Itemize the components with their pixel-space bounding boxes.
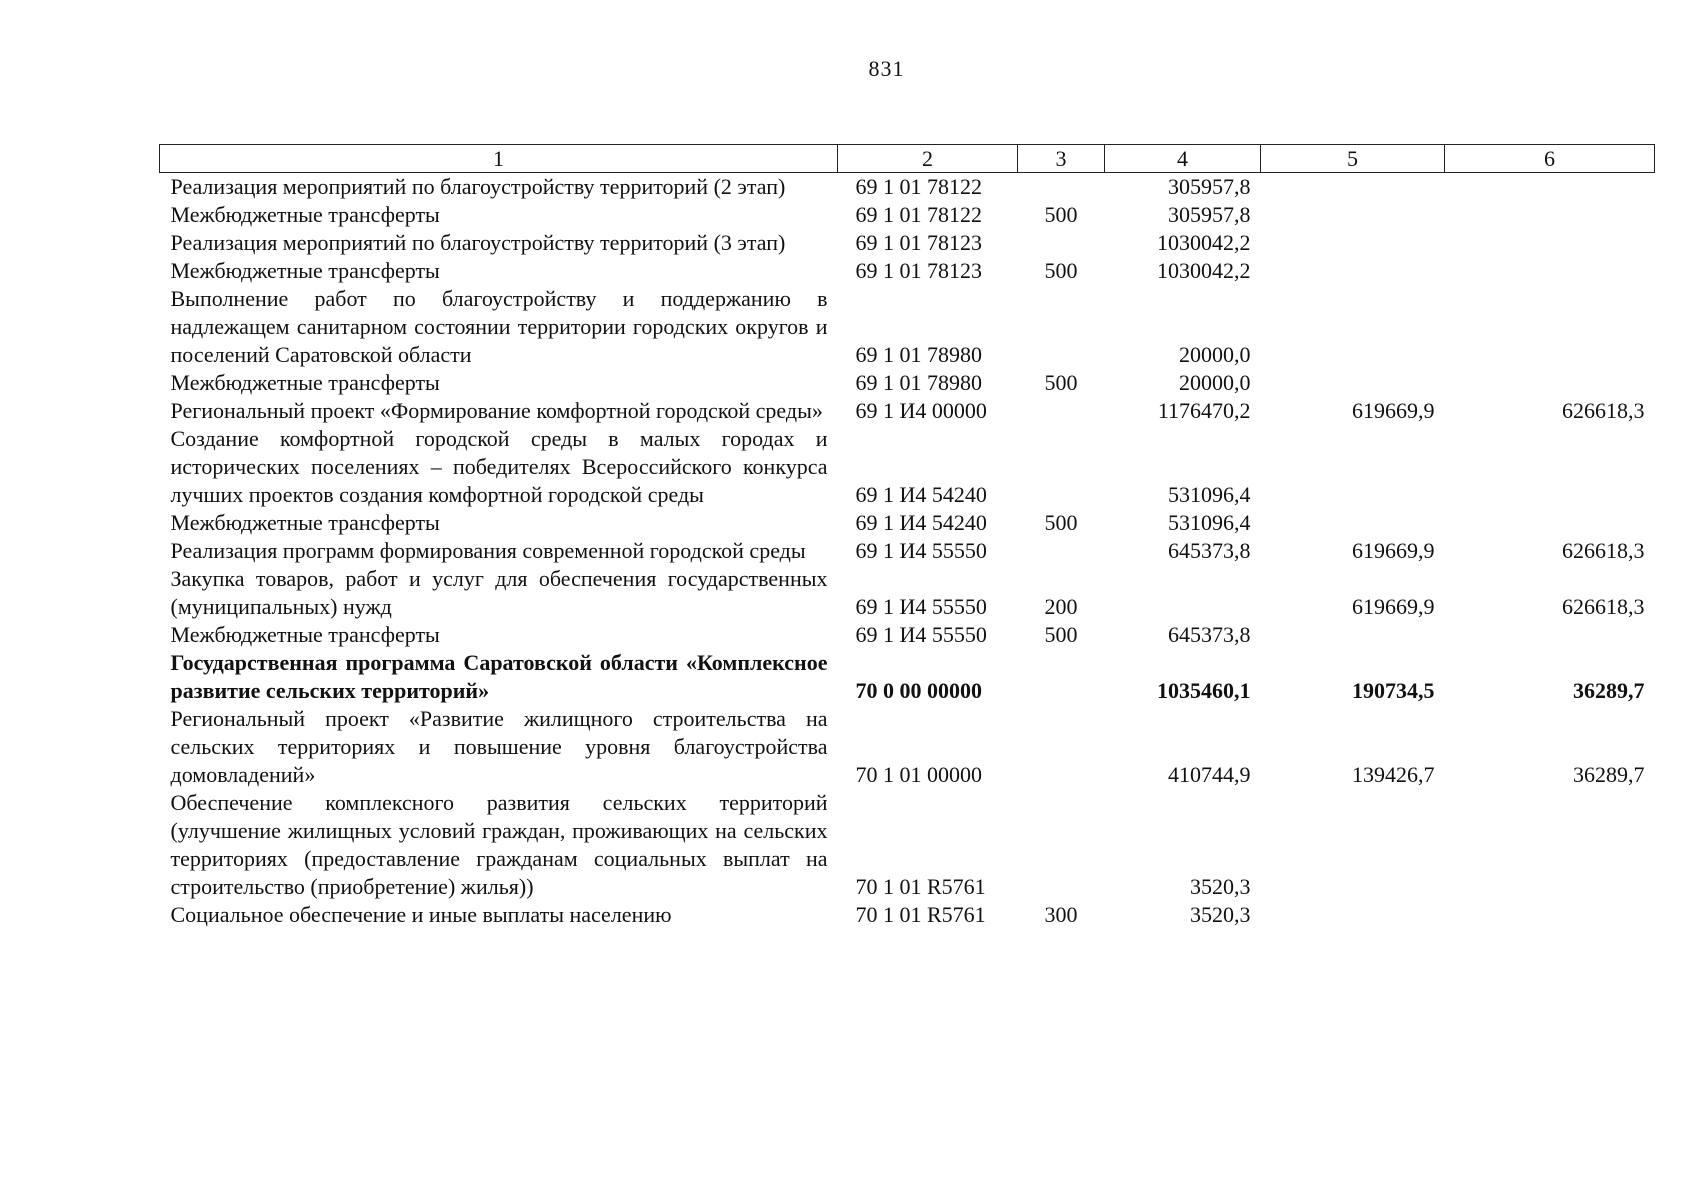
row-value-col6 xyxy=(1445,621,1655,649)
row-value-col6: 626618,3 xyxy=(1562,594,1645,619)
row-value-col5: 619669,9 xyxy=(1352,538,1435,563)
row-value-col5 xyxy=(1261,285,1445,369)
row-value-col6 xyxy=(1445,229,1655,257)
table-row xyxy=(160,565,1655,621)
row-name: Реализация мероприятий по благоустройству территорий (3 этап) xyxy=(170,230,786,255)
row-name: Межбюджетные трансферты xyxy=(170,370,440,395)
row-value-col5 xyxy=(1261,425,1445,509)
row-value-col5 xyxy=(1261,201,1445,229)
table-row xyxy=(160,705,1655,789)
page-number: 831 xyxy=(868,56,905,81)
table-row xyxy=(160,425,1655,509)
row-expense-type: 500 xyxy=(1044,510,1078,535)
table-body xyxy=(160,173,1655,930)
row-value-col5 xyxy=(1261,621,1445,649)
row-value-col4: 1030042,2 xyxy=(1157,258,1251,283)
row-name: Межбюджетные трансферты xyxy=(170,258,440,283)
row-expense-type: 500 xyxy=(1044,258,1078,283)
table-row xyxy=(160,229,1655,257)
table-header xyxy=(160,145,1655,173)
row-value-col5 xyxy=(1261,229,1445,257)
column-header-5: 5 xyxy=(1261,145,1445,173)
row-value-col4: 3520,3 xyxy=(1190,902,1251,927)
row-value-col6 xyxy=(1445,509,1655,537)
row-value-col5 xyxy=(1261,509,1445,537)
row-value-col5: 190734,5 xyxy=(1352,678,1435,703)
row-value-col6 xyxy=(1445,789,1655,901)
row-name: Социальное обеспечение и иные выплаты населению xyxy=(170,902,672,927)
row-value-col4: 645373,8 xyxy=(1168,538,1251,563)
table-row xyxy=(160,397,1655,425)
table-row xyxy=(160,201,1655,229)
row-name: Обеспечение комплексного развития сельских территорий (улучшение жилищных условий граждан, проживающих на сельских территориях (предоставление гражданам социальных выплат на строительство (приобретение) жилья)) xyxy=(170,790,828,899)
row-code: 70 1 01 00000 xyxy=(855,762,982,787)
row-code: 69 1 И4 54240 xyxy=(855,482,987,507)
column-header-3: 3 xyxy=(1018,145,1105,173)
row-value-col4: 305957,8 xyxy=(1168,174,1251,199)
column-header-1: 1 xyxy=(160,145,838,173)
row-expense-type xyxy=(1018,649,1105,705)
row-name: Реализация мероприятий по благоустройству территорий (2 этап) xyxy=(170,174,786,199)
row-expense-type: 500 xyxy=(1044,202,1078,227)
row-value-col6 xyxy=(1445,901,1655,929)
row-code: 69 1 И4 55550 xyxy=(855,594,987,619)
row-value-col4: 531096,4 xyxy=(1168,482,1251,507)
row-code: 69 1 И4 55550 xyxy=(855,622,987,647)
table-row xyxy=(160,537,1655,565)
row-value-col4: 3520,3 xyxy=(1190,874,1251,899)
row-value-col6: 626618,3 xyxy=(1562,398,1645,423)
row-expense-type xyxy=(1018,397,1105,425)
table-row xyxy=(160,509,1655,537)
row-code: 69 1 И4 00000 xyxy=(855,398,987,423)
row-expense-type: 500 xyxy=(1044,622,1078,647)
row-value-col5: 619669,9 xyxy=(1352,594,1435,619)
table-row xyxy=(160,621,1655,649)
row-value-col4 xyxy=(1105,565,1261,621)
row-expense-type xyxy=(1018,285,1105,369)
row-name: Реализация программ формирования современной городской среды xyxy=(170,538,806,563)
row-code: 69 1 01 78122 xyxy=(855,202,982,227)
row-code: 69 1 01 78123 xyxy=(855,230,982,255)
row-code: 69 1 01 78980 xyxy=(855,370,982,395)
row-value-col4: 1176470,2 xyxy=(1157,398,1251,423)
column-header-4: 4 xyxy=(1105,145,1261,173)
header-row xyxy=(160,145,1655,173)
row-value-col6 xyxy=(1445,173,1655,202)
row-value-col4: 305957,8 xyxy=(1168,202,1251,227)
row-name: Региональный проект «Формирование комфортной городской среды» xyxy=(170,398,823,423)
row-value-col4: 410744,9 xyxy=(1168,762,1251,787)
row-value-col4: 531096,4 xyxy=(1168,510,1251,535)
table-row xyxy=(160,901,1655,929)
row-expense-type xyxy=(1018,789,1105,901)
row-name: Выполнение работ по благоустройству и поддержанию в надлежащем санитарном состоянии территории городских округов и поселений Саратовской области xyxy=(170,286,828,367)
row-value-col5: 619669,9 xyxy=(1352,398,1435,423)
row-code: 70 0 00 00000 xyxy=(855,678,982,703)
column-header-6: 6 xyxy=(1445,145,1655,173)
row-value-col4: 20000,0 xyxy=(1179,370,1251,395)
row-value-col6 xyxy=(1445,201,1655,229)
row-value-col6: 36289,7 xyxy=(1573,762,1645,787)
table-row xyxy=(160,369,1655,397)
row-code: 69 1 И4 54240 xyxy=(855,510,987,535)
row-expense-type: 300 xyxy=(1044,902,1078,927)
row-code: 70 1 01 R5761 xyxy=(855,902,986,927)
row-value-col5 xyxy=(1261,789,1445,901)
row-expense-type xyxy=(1018,173,1105,202)
table-row xyxy=(160,789,1655,901)
table-row xyxy=(160,649,1655,705)
table-row xyxy=(160,173,1655,202)
budget-table xyxy=(159,144,1655,929)
row-code: 69 1 01 78122 xyxy=(855,174,982,199)
row-value-col6: 626618,3 xyxy=(1562,538,1645,563)
row-value-col4: 20000,0 xyxy=(1179,342,1251,367)
row-name: Создание комфортной городской среды в малых городах и исторических поселениях – победителях Всероссийского конкурса лучших проектов создания комфортной городской среды xyxy=(170,426,828,507)
row-name: Государственная программа Саратовской области «Комплексное развитие сельских территорий» xyxy=(170,650,828,703)
row-expense-type xyxy=(1018,425,1105,509)
row-value-col6 xyxy=(1445,285,1655,369)
row-value-col4: 1035460,1 xyxy=(1157,678,1251,703)
row-value-col6: 36289,7 xyxy=(1573,678,1645,703)
row-code: 69 1 01 78123 xyxy=(855,258,982,283)
row-name: Закупка товаров, работ и услуг для обеспечения государственных (муниципальных) нужд xyxy=(170,566,828,619)
row-name: Межбюджетные трансферты xyxy=(170,202,440,227)
table-row xyxy=(160,285,1655,369)
row-expense-type xyxy=(1018,537,1105,565)
row-value-col4: 645373,8 xyxy=(1168,622,1251,647)
row-value-col5 xyxy=(1261,369,1445,397)
row-value-col5 xyxy=(1261,901,1445,929)
row-value-col6 xyxy=(1445,257,1655,285)
row-name: Региональный проект «Развитие жилищного строительства на сельских территориях и повышение уровня благоустройства домовладений» xyxy=(170,706,828,787)
row-name: Межбюджетные трансферты xyxy=(170,510,440,535)
row-name: Межбюджетные трансферты xyxy=(170,622,440,647)
row-code: 70 1 01 R5761 xyxy=(855,874,986,899)
table-row xyxy=(160,257,1655,285)
row-expense-type xyxy=(1018,229,1105,257)
row-expense-type: 500 xyxy=(1044,370,1078,395)
row-value-col5 xyxy=(1261,257,1445,285)
row-code: 69 1 И4 55550 xyxy=(855,538,987,563)
column-header-2: 2 xyxy=(838,145,1018,173)
row-value-col6 xyxy=(1445,425,1655,509)
row-code: 69 1 01 78980 xyxy=(855,342,982,367)
row-value-col6 xyxy=(1445,369,1655,397)
row-expense-type: 200 xyxy=(1044,594,1078,619)
row-value-col5: 139426,7 xyxy=(1352,762,1435,787)
row-value-col5 xyxy=(1261,173,1445,202)
row-value-col4: 1030042,2 xyxy=(1157,230,1251,255)
row-expense-type xyxy=(1018,705,1105,789)
